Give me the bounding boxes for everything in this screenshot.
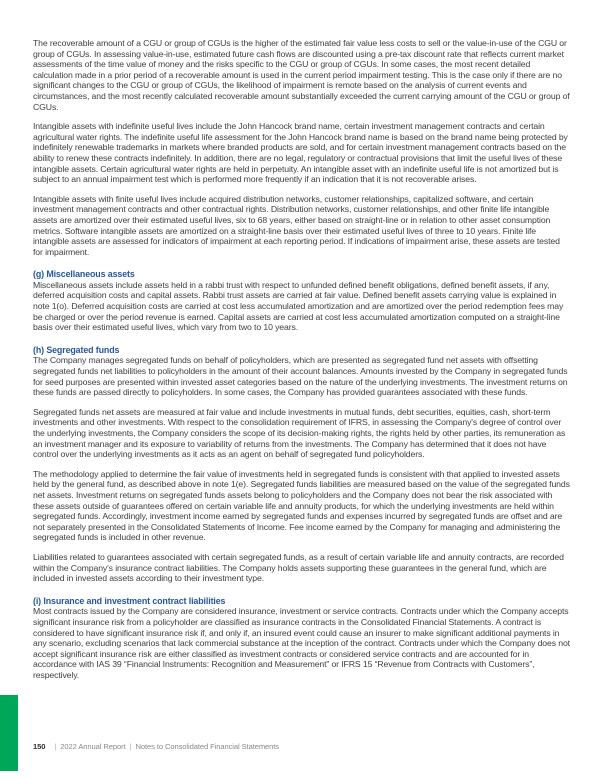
paragraph-recoverable-amount: The recoverable amount of a CGU or group of CGUs is the higher of the estimated fair value less costs to sell or the value-in-use of the CGU or group of CGUs. In assessing value-in-use, estimated future cash flows are discounted using a pre-tax discount rate that reflects current market assessments of the time value of money and the risks specific to the CGU or group of CGUs. In some cases, the most recent detailed calculation made in a prior period of a recoverable amount is used in the current period impairment testing. This is the case only if there are no significant changes to the CGU or group of CGUs, the likelihood of impairment is remote based on the analysis of current events and circumstances, and the most recently calculated recoverable amount substantially exceeded the current carrying amount of the CGU or group of CGUs. (33, 38, 570, 112)
paragraph-segregated-funds-2: Segregated funds net assets are measured at fair value and include investments in mutual funds, debt securities, equities, cash, short-term investments and other investments. With respect to the consolidation requirement of IFRS, in assessing the Company's degree of control over the underlying investments, the Company considers the scope of its decision-making rights, the rights held by other parties, its remuneration as an investment manager and its exposure to variability of returns from the investments. The Company has determined that it does not have control over the underlying investments as it acts as an agent on behalf of segregated fund policyholders. (33, 406, 566, 460)
paragraph-insurance-investment-contracts: Most contracts issued by the Company are considered insurance, investment or service contracts. Contracts under which the Company accepts significant insurance risk from a policyholder are classified as insurance contracts in the Consolidated Financial Statements. A contract is considered to have significant insurance risk if, and only if, an insured event could cause an insurer to make significant additional payments in any scenario, excluding scenarios that lack commercial substance at the inception of the contract. Contracts under which the Company does not accept significant insurance risk are either classified as investment contracts or considered service contracts and are accounted for in accordance with IAS 39 “Financial Instruments: Recognition and Measurement” or IFRS 15 “Revenue from Contracts with Customers”, respectively. (33, 606, 570, 680)
footer-separator-2: | (129, 742, 132, 751)
footer-page-number: 150 (33, 742, 46, 751)
paragraph-miscellaneous-assets: Miscellaneous assets include assets held in a rabbi trust with respect to unfunded defined benefit obligations, defined benefit assets, if any, deferred acquisition costs and capital assets. Rabbi trust assets are carried at fair value. Defined benefit assets carrying value is explained in note 1(o). Deferred acquisition costs are carried at cost less accumulated amortization and are amortized over the period redemption fees may be charged or over the period revenue is earned. Capital assets are carried at cost less accumulated amortization computed on a straight-line basis over their estimated useful lives, which vary from two to 10 years. (33, 279, 564, 333)
page-footer (33, 742, 571, 751)
footer-separator-1: | (54, 742, 57, 751)
page-edge-accent-bar (0, 695, 18, 771)
footer-section-label: Notes to Consolidated Financial Statements (135, 742, 280, 751)
paragraph-finite-intangibles: Intangible assets with finite useful lives include acquired distribution networks, customer relationships, capitalized software, and certain investment management contracts and other contractual rights. Distribution networks, customer relationships, and other finite life intangible assets are amortized over their estimated useful lives, six to 68 years, either based on straight-line or in relation to other asset consumption metrics. Software intangible assets are amortized on a straight-line basis over their estimated useful lives of three to 10 years. Finite life intangible assets are assessed for indicators of impairment at each reporting period. If indications of impairment arise, these assets are tested for impairment. (33, 193, 560, 257)
footer-report-label: 2022 Annual Report (60, 742, 126, 751)
section-heading-insurance-investment-contracts: (i) Insurance and investment contract liabilities (33, 595, 226, 606)
section-heading-miscellaneous-assets: (g) Miscellaneous assets (33, 269, 135, 280)
section-heading-segregated-funds: (h) Segregated funds (33, 344, 120, 355)
paragraph-segregated-funds-4: Liabilities related to guarantees associated with certain segregated funds, as a result of certain variable life and annuity contracts, are recorded within the Company's insurance contract liabilities. The Company holds assets supporting these guarantees in the general fund, which are included in invested assets according to their investment type. (33, 551, 564, 584)
page-body-text (33, 38, 571, 689)
paragraph-segregated-funds-1: The Company manages segregated funds on behalf of policyholders, which are presented as segregated fund net assets with offsetting segregated funds net liabilities to policyholders in the amount of their account balances. Amounts invested by the Company in segregated funds for seed purposes are presented within invested asset categories based on the nature of the underlying investments. The investment returns on these funds are passed directly to policyholders. In some cases, the Company has provided guarantees associated with these funds. (33, 355, 568, 398)
paragraph-segregated-funds-3: The methodology applied to determine the fair value of investments held in segregated funds is consistent with that applied to invested assets held by the general fund, as described above in note 1(e). Segregated funds liabilities are measured based on the value of the segregated funds net assets. Investment returns on segregated funds assets belong to policyholders and the Company does not bear the risk associated with these assets outside of guarantees offered on certain variable life and annuity products, for which the underlying investments are held within segregated funds. Accordingly, investment income earned by segregated funds and expenses incurred by segregated funds are offset and are not separately presented in the Consolidated Statements of Income. Fee income earned by the Company for managing and administering the segregated funds is included in other revenue. (33, 468, 570, 543)
paragraph-indefinite-intangibles: Intangible assets with indefinite useful lives include the John Hancock brand name, certain investment management contracts and certain agricultural water rights. The indefinite useful life assessment for the John Hancock brand name is based on the brand name being protected by indefinitely renewable trademarks in markets where branded products are sold, and for certain investment management contracts based on the ability to renew these contracts indefinitely. In addition, there are no legal, regulatory or contractual provisions that limit the useful lives of these intangible assets. Certain agricultural water rights are held in perpetuity. An intangible asset with an indefinite useful life is not amortized but is subject to an annual impairment test which is performed more frequently if an indication that it is not recoverable arises. (33, 121, 568, 185)
